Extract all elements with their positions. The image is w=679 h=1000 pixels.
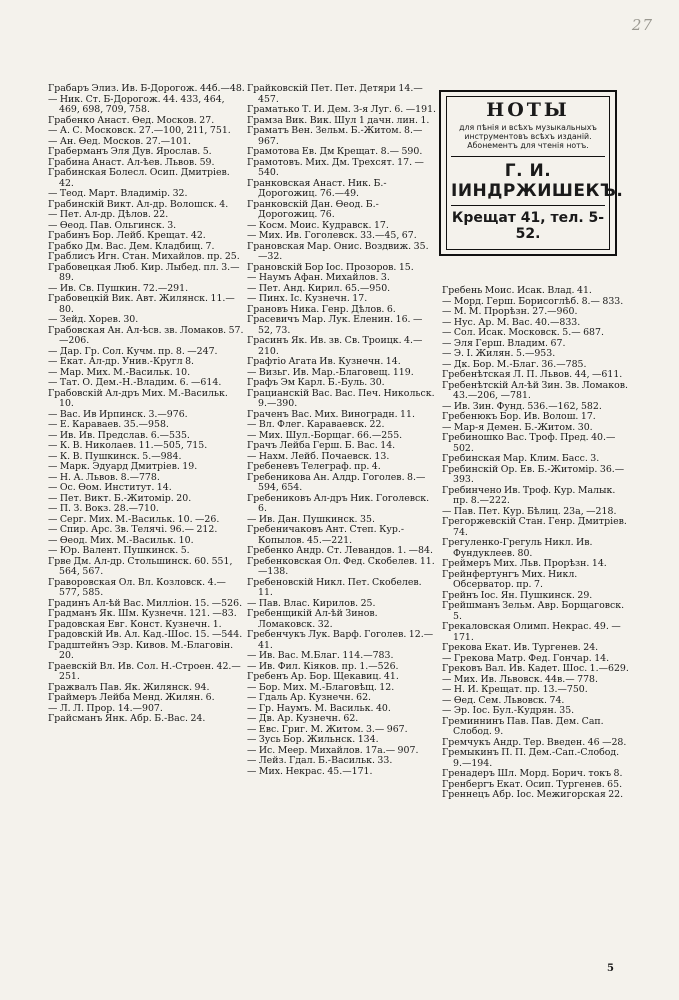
directory-entry: — Визьг. Ив. Мар.-Благовещ. 119.	[247, 366, 414, 378]
directory-entry: — К. В. Пушкинск. 5.—984.	[48, 450, 182, 462]
directory-entry: — Спир. Арс. Зв. Телячі. 96.— 212.	[48, 524, 218, 535]
directory-entry: Грабовецкій Вик. Авт. Жилянск. 11.—80.	[48, 293, 235, 315]
directory-entry: Граворовская Ол. Вл. Козловск. 4.—577, 585.	[48, 576, 226, 598]
directory-entry: — Ос. Ѳом. Институт. 14.	[48, 482, 172, 493]
directory-entry: — Ѳед. Сем. Львовск. 74.	[442, 694, 565, 706]
directory-entry: — Наумъ Афан. Михайлов. 3.	[247, 272, 390, 283]
directory-entry: Грацианскій Вас. Вас. Печ. Никольск. 9.—390.	[247, 387, 435, 409]
directory-entry: Грве Дм. Ал-др. Стольшинск. 60. 551, 564, 567.	[48, 555, 233, 577]
directory-entry: Греймеръ Мих. Льв. Прорѣзн. 14.	[442, 558, 607, 569]
advertisement-divider	[451, 205, 605, 206]
page-number: 5	[607, 963, 614, 974]
directory-entry: Греминнинъ Пав. Пав. Дем. Сап. Слобод. 9.	[442, 715, 604, 737]
directory-entry: — Пет. Анд. Кирил. 65.—950.	[247, 282, 391, 294]
directory-entry: Графъ Эм Карл. Б.-Буль. 30.	[247, 377, 385, 388]
directory-entry: Граченъ Вас. Мих. Виноградн. 11.	[247, 408, 415, 420]
directory-entry: — М. М. Прорѣзн. 27.—960.	[442, 306, 578, 317]
directory-entry: Гремчукъ Андр. Тер. Введен. 46 —28.	[442, 736, 627, 748]
directory-entry: Грекаловская Олимп. Некрас. 49. —171.	[442, 621, 621, 643]
directory-entry: — Пет. Ал-др. Дѣлов. 22.	[48, 209, 169, 220]
directory-entry: Граматъ Вен. Зельм. Б.-Житом. 8.—967.	[247, 125, 423, 147]
directory-entry: — Ив. Дан. Пушкинск. 35.	[247, 513, 375, 525]
directory-entry: — Ис. Меер. Михайлов. 17а.— 907.	[247, 744, 419, 756]
directory-entry: Грабовскій Ал-дръ Мих. М.-Васильк. 10.	[48, 387, 228, 409]
directory-entry: Грегуленко-Грегуль Никл. Ив. Фундуклеев. 80.	[442, 537, 593, 559]
directory-entry: — Марк. Эдуард Дмитріев. 19.	[48, 461, 198, 472]
directory-entry: — Л. Л. Прор. 14.—907.	[48, 702, 163, 714]
directory-entry: Грекова Екат. Ив. Тургенев. 24.	[442, 642, 599, 653]
directory-entry: — Ив. Фил. Кіяков. пр. 1.—526.	[247, 660, 399, 672]
directory-entry: — Мих. Ив. Гоголевск. 33.—45, 67.	[247, 230, 417, 241]
directory-entry: — Мих. Некрас. 45.—171.	[247, 765, 373, 777]
directory-entry: Грабовская Ан. Ал-ѣсв. зв. Ломаков. 57.—206.	[48, 324, 244, 346]
directory-entry: — Вас. Ив Ирпинск. 3.—976.	[48, 408, 188, 420]
directory-entry: Грабаръ Элиз. Ив. Б-Дорогож. 44б.—48.	[48, 83, 245, 94]
directory-entry: Грейшманъ Зельм. Авр. Борщаговск. 5.	[442, 600, 625, 622]
directory-entry: Граберманъ Эля Дув. Ярослав. 5.	[48, 146, 212, 157]
directory-entry: Грасинъ Як. Ив. зв. Св. Троицк. 4.—210.	[247, 335, 423, 357]
directory-entry: — Теод. Март. Владимір. 32.	[48, 188, 188, 199]
directory-entry: Грановскій Бор Іос. Прозоров. 15.	[247, 261, 414, 273]
directory-entry: Грабина Анаст. Ал-ѣев. Львов. 59.	[48, 156, 215, 168]
directory-entry: — Эр. Іос. Бул.-Кудрян. 35.	[442, 705, 575, 716]
directory-entry: Грабовецкая Люб. Кир. Лыбед. пл. 3.—89.	[48, 261, 240, 283]
directory-entry: — Тат. О. Дем.-Н.-Владим. 6. —614.	[48, 377, 222, 388]
directory-entry: — Мих. Шул.-Борщаг. 66.—255.	[247, 429, 403, 441]
directory-entry: Грабко Дм. Вас. Дем. Кладбищ. 7.	[48, 240, 215, 252]
directory-entry: Гребиношко Вас. Троф. Пред. 40.—502.	[442, 432, 616, 454]
directory-entry: Грейнъ Іос. Ян. Пушкинск. 29.	[442, 589, 593, 601]
directory-entry: Грановская Мар. Онис. Воздвиж. 35.—32.	[247, 240, 429, 262]
directory-entry: — Мар. Мих. М.-Васильк. 10.	[48, 366, 191, 378]
directory-entry: — Гдаль Ар. Кузнечн. 62.	[247, 692, 372, 703]
directory-entry: Гранковская Анаст. Ник. Б.-Дорогожиц. 76.—49.	[247, 177, 387, 199]
directory-entry: — Дв. Ар. Кузнечн. 62.	[247, 713, 359, 724]
directory-entry: Грайковскій Пет. Пет. Детяри 14.—457.	[247, 83, 423, 105]
directory-entry: Граматько Т. И. Дем. З-я Луг. 6. —191.	[247, 104, 437, 115]
directory-entry: — Нахм. Лейб. Почаевск. 13.	[247, 450, 390, 462]
advertisement-firm-name: Г. И. ІИНДРЖИШЕКЪ.	[451, 161, 624, 201]
directory-entry: — Нус. Ар. М. Вас. 40.—833.	[442, 316, 581, 328]
directory-entry: Грейнфертунгъ Мих. Никл. Обсерватор. пр. 7.	[442, 568, 578, 590]
directory-entry: — Ив. Вас. М.Благ. 114.—783.	[247, 650, 394, 661]
directory-entry: Граблисъ Игн. Стан. Михайлов. пр. 25.	[48, 251, 240, 262]
directory-entry: Гражвалъ Пав. Як. Жилянск. 94.	[48, 681, 210, 693]
page-corner-mark: 27	[631, 16, 653, 34]
directory-entry: Градштейнъ Эзр. Кивов. М.-Благовін. 20.	[48, 639, 234, 661]
directory-entry: — Мар-я Демен. Б.-Житом. 30.	[442, 421, 593, 433]
directory-entry: Гребенковская Ол. Фед. Скобелев. 11.—138.	[247, 555, 435, 577]
advertisement-inner-frame	[446, 96, 624, 250]
directory-entry: — К. В. Николаев. 11.—505, 715.	[48, 440, 208, 451]
directory-entry: Гребенъ Ар. Бор. Щекавиц. 41.	[247, 671, 399, 682]
directory-entry: Гренбергъ Екат. Осип. Тургенев. 65.	[442, 778, 623, 790]
directory-entry: — Лейз. Гдал. Б.-Васильк. 33.	[247, 755, 393, 766]
directory-entry: Гребеновскій Никл. Пет. Скобелев. 11.	[247, 576, 422, 598]
directory-entry: — П. З. Вокз. 28.—710.	[48, 503, 159, 514]
directory-entry: — Дк. Бор. М.-Благ. 36.—785.	[442, 358, 587, 370]
directory-entry: — Пав. Пет. Кур. Бѣлиц. 23а, —218.	[442, 505, 617, 517]
advertisement-address: Крещат 41, тел. 5-52.	[451, 210, 605, 242]
directory-entry: — А. С. Московск. 27.—100, 211, 751.	[48, 125, 231, 136]
directory-column-1	[48, 84, 245, 725]
sheet-music-advertisement	[439, 90, 624, 256]
directory-entry: Грамотова Ев. Дм Крещат. 8.— 590.	[247, 146, 423, 157]
directory-column-2	[247, 84, 437, 777]
directory-entry: Грегоржевскій Стан. Генр. Дмитріев. 74.	[442, 516, 627, 538]
directory-entry: — Екат. Ал-др. Унив.-Кругл 8.	[48, 356, 195, 367]
directory-entry: Гренадеръ Шл. Морд. Борич. токъ 8.	[442, 768, 623, 779]
directory-entry: Граймеръ Лейба Менд. Жилян. 6.	[48, 692, 215, 703]
directory-entry: Графтіо Агата Ив. Кузнечн. 14.	[247, 356, 401, 367]
directory-entry: Гребенюкъ Бор. Ив. Волош. 17.	[442, 411, 596, 422]
directory-entry: Грековъ Вал. Ив. Кадет. Шос. 1.—629.	[442, 663, 629, 674]
directory-entry: Грабинскій Викт. Ал-др. Волошск. 4.	[48, 198, 229, 210]
directory-entry: — Зусь Бор. Жильнск. 134.	[247, 734, 379, 745]
directory-entry: Гребеничаковъ Ант. Степ. Кур.-Копылов. 45.—221.	[247, 524, 404, 546]
directory-entry: Гребениковъ Ал-дръ Ник. Гоголевск. 6.	[247, 492, 430, 514]
directory-entry: — Пав. Влас. Кирилов. 25.	[247, 597, 376, 609]
directory-entry: — Пинх. Іс. Кузнечн. 17.	[247, 293, 368, 304]
directory-entry: — Мих. Ив. Львовск. 44в.— 778.	[442, 673, 598, 685]
advertisement-divider	[451, 156, 605, 157]
directory-entry: Грабинъ Бор. Лейб. Крещат. 42.	[48, 230, 206, 241]
directory-entry: Грановъ Ника. Генр. Дѣлов. 6.	[247, 303, 396, 315]
directory-entry: — Ив. Зин. Фунд. 536.—162, 582.	[442, 400, 602, 412]
directory-entry: — Дар. Гр. Сол. Кучм. пр. 8. —247.	[48, 345, 218, 357]
directory-entry: — Э. І. Жилян. 5.—953.	[442, 348, 556, 359]
directory-entry: — Ив. Ив. Предслав. 6.—535.	[48, 429, 190, 441]
directory-entry: — Гр. Наумъ. М. Васильк. 40.	[247, 702, 391, 714]
directory-entry: Гребинскій Ор. Ев. Б.-Житомір. 36.—393.	[442, 463, 625, 485]
directory-entry: — Н. А. Львов. 8.—778.	[48, 471, 160, 483]
directory-entry: — Бор. Мих. М.-Благовѣщ. 12.	[247, 681, 395, 693]
directory-entry: — Ѳеод. Пав. Ольгинск. 3.	[48, 219, 177, 231]
directory-entry: — Ник. Ст. Б-Дорогож. 44. 433, 464, 469, 698, 709, 758.	[48, 93, 225, 115]
directory-entry: Грамотовъ. Мих. Дм. Трехсят. 17. —540.	[247, 156, 424, 178]
directory-entry: — Серг. Мих. М.-Васильк. 10. —26.	[48, 513, 220, 525]
directory-entry: Греннецъ Абр. Іос. Межигорская 22.	[442, 789, 624, 800]
directory-entry: Гребенчукъ Лук. Варф. Гоголев. 12.—41.	[247, 629, 434, 651]
directory-entry: — Н. И. Крещат. пр. 13.—750.	[442, 684, 588, 695]
directory-entry: Грасевичъ Мар. Лук. Еленин. 16. —52, 73.	[247, 314, 423, 336]
directory-entry: — Морд. Герш. Борисоглѣб. 8.— 833.	[442, 295, 624, 307]
directory-entry: Гребеневъ Телеграф. пр. 4.	[247, 461, 381, 472]
directory-entry: — Юр. Валент. Пушкинск. 5.	[48, 545, 190, 556]
advertisement-description: для пѣнія и всѣхъ музыкальныхъ инструментовъ всѣхъ изданій. Абонементъ для чтенія нотъ.	[459, 123, 597, 150]
directory-column-3	[442, 286, 630, 801]
directory-entry: Гребинчено Ив. Троф. Кур. Малык. пр. 8.—222.	[442, 484, 616, 506]
directory-entry: Гребень Моис. Исак. Влад. 41.	[442, 285, 592, 296]
directory-entry: Грабенко Анаст. Ѳед. Москов. 27.	[48, 114, 215, 126]
directory-entry: — Ив. Св. Пушкин. 72.—291.	[48, 282, 189, 294]
directory-entry: Градинъ Ал-ѣй Вас. Милліон. 15. —526.	[48, 597, 243, 609]
directory-entry: Гребинская Мар. Клим. Басс. 3.	[442, 453, 600, 464]
directory-entry: Гранковскій Дан. Ѳеод. Б.-Дорогожиц. 76.	[247, 198, 379, 220]
directory-entry: — Е. Караваев. 35.—958.	[48, 419, 169, 430]
directory-entry: — Ан. Ѳед. Москов. 27.—101.	[48, 135, 192, 147]
directory-entry: Грачъ Лейба Герш. Б. Вас. 14.	[247, 440, 396, 451]
directory-entry: — Эля Герш. Владим. 67.	[442, 337, 566, 349]
directory-entry: — Грекова Матр. Фед. Гончар. 14.	[442, 652, 610, 664]
directory-entry: Гребенщикій Ал-ѣй Зинов. Ломаковск. 32.	[247, 608, 378, 630]
directory-entry: Гребеникова Ан. Алдр. Гоголев. 8.—594, 654.	[247, 471, 426, 493]
directory-entry: — Зейд. Хорев. 30.	[48, 314, 139, 325]
directory-entry: — Ѳеод. Мих. М.-Васильк. 10.	[48, 534, 194, 546]
directory-entry: — Вл. Флег. Караваевск. 22.	[247, 419, 385, 430]
directory-entry: Гремыкинъ П. П. Дем.-Сап.-Слобод. 9.—194.	[442, 747, 620, 769]
directory-entry: Граевскій Вл. Ив. Сол. Н.-Строен. 42.—251.	[48, 660, 241, 682]
directory-entry: Гребенѣтская Л. П. Львов. 44, —611.	[442, 369, 623, 380]
directory-entry: Градманъ Як. Шм. Кузнечн. 121. —83.	[48, 608, 237, 619]
directory-entry: Градовская Евг. Конст. Кузнечн. 1.	[48, 618, 222, 630]
directory-entry: Грамза Вик. Вик. Шул 1 дачн. лин. 1.	[247, 114, 430, 126]
directory-entry: Градовскій Ив. Ал. Кад.-Шос. 15. —544.	[48, 629, 243, 640]
directory-entry: — Косм. Моис. Кудравск. 17.	[247, 219, 389, 231]
directory-entry: — Сол. Исак. Московск. 5.— 687.	[442, 327, 604, 338]
directory-entry: — Евс. Григ. М. Житом. 3.— 967.	[247, 723, 408, 735]
directory-entry: Грабинская Болесл. Осип. Дмитріев. 42.	[48, 167, 230, 189]
advertisement-title: НОТЫ	[486, 99, 570, 121]
directory-entry: Гребенѣтскій Ал-ѣй Зин. Зв. Ломаков. 43.—206, —781.	[442, 379, 628, 401]
directory-entry: Гребенко Андр. Ст. Левандов. 1. —84.	[247, 545, 433, 556]
directory-entry: — Пет. Викт. Б.-Житомір. 20.	[48, 492, 192, 504]
directory-entry: Грайсманъ Янк. Абр. Б.-Вас. 24.	[48, 713, 206, 724]
